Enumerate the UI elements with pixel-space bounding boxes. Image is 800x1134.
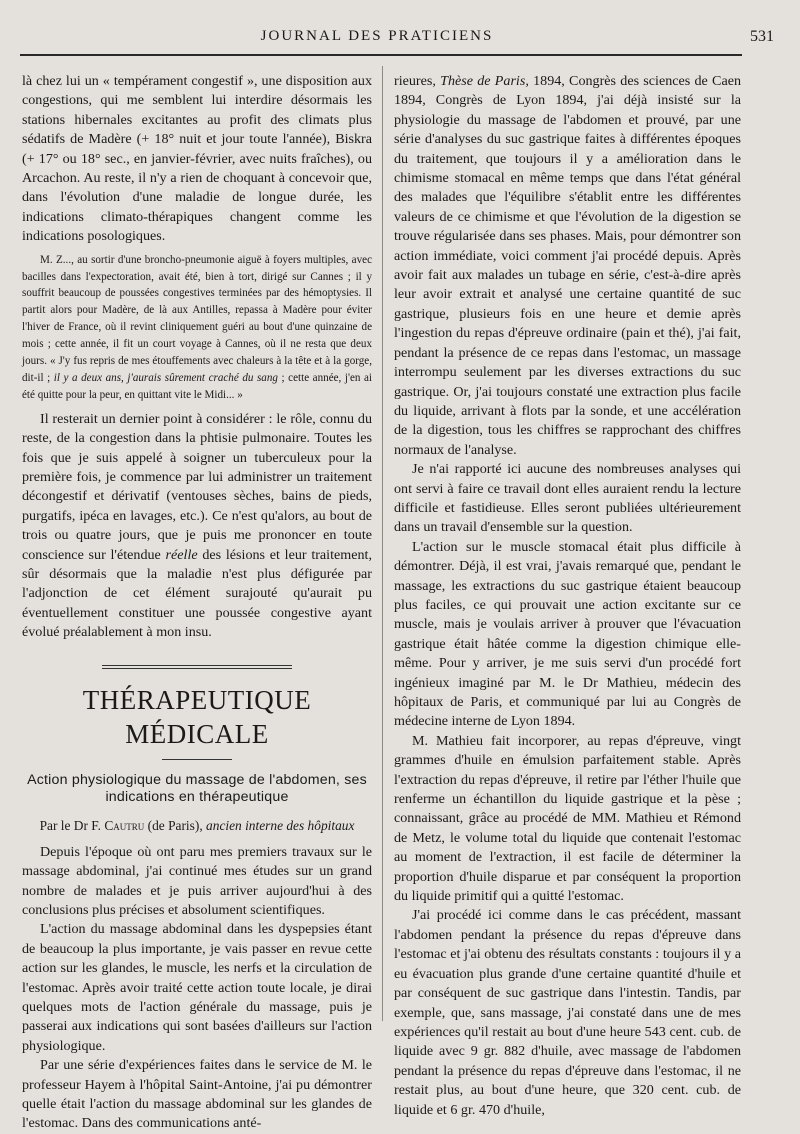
paragraph: L'action sur le muscle stomacal était plus difficile à démontrer. Déjà, il est vrai, j'avais remarqué que, pendant le massage, les extractions du suc gastrique étaient beaucoup plus faciles, ce qui prouvait une action excitante sur ce muscle, mais je voulais arriver à prouver que l'évacuation gastrique était hâtée comme la digestion chimique elle-même. Pour y arriver, je me suis servi d'un procédé fort ingénieux imaginé par M. le Dr Mathieu, médecin des hôpitaux de Paris, et communiqué par lui au Congrès de médecine interne de Lyon 1894. [394,538,741,730]
case-text-end: ; cette année, j'en ai été quitte pour la peur, en quittant vite le Midi... » [22,372,373,401]
byline [22,817,372,835]
right-column [394,72,741,1120]
paragraph-text: Il resterait un dernier point à considérer : le rôle, connu du reste, de la congestion dans la phtisie pulmonaire. Toutes les fois que je suis appelé à soigner un tuberculeux pour la première fois, je commence par lui administrer un traitement décongestif et dérivatif (ventouses sèches, bains de pieds, purgatifs, ipéca en lavages, etc.). Ce n'est qu'alors, au bout de trois ou quatre jours, que je puis me prononcer en toute conscience sur l'étendue [22,410,372,563]
case-report [22,252,372,404]
article-title: Action physiologique du massage de l'abdomen, ses indications en thérapeutique [27,771,367,806]
paragraph: Par une série d'expériences faites dans le service de M. le professeur Hayem à l'hôpital Saint-Antoine, j'ai pu démontrer quelle était l'action du massage abdominal sur les glandes de l'estomac. Dans des communications anté- [22,1057,372,1132]
page-number: 531 [750,28,774,45]
byline-origin: (de Paris), [147,817,203,833]
paragraph [394,72,741,460]
case-text: M. Z..., au sortir d'une broncho-pneumonie aiguë à foyers multiples, avec bacilles dans l'expectoration, avait été, bien à tort, dirigé sur Cannes ; il y souffrit beaucoup de poussées congestives terminées par des hémoptysies. Il partit alors pour Madère, de là aux Antilles, repassa à Madère pour éviter l'hiver de France, où il revint cliniquement guéri au bout d'une quinzaine de mois ; cette année, il fit un court voyage à Cannes, où il ne resta que deux jours. « J'y fus repris de mes étouffements avec chaleurs à la tête et à la gorge, dit-il ; [22,253,372,384]
left-column [22,72,372,1134]
case-quote-italic: il y a deux ans, j'aurais sûrement craché du sang [53,372,278,384]
paragraph: L'action du massage abdominal dans les dyspepsies étant de beaucoup la plus importante, je vais passer en revue cette action sur les glandes, le muscle, les nerfs et la circulation de l'estomac. Après avoir traité cette action toute locale, je dirai quelques mots de l'action générale du massage, puis je passerai aux indications qui sont basées d'ailleurs sur l'action physiologique. [22,921,372,1054]
paragraph-text: rieures, [394,73,436,89]
byline-prefix: Par le Dr F. [39,817,101,833]
byline-title: ancien interne des hôpitaux [206,817,355,833]
column-divider [382,66,383,1021]
paragraph-text: des lésions et leur traitement, sûr désormais que la maladie n'est plus défigurée par l'adjonction de cet élément surajouté qu'aurait pu éventuellement constituer une poussée congestive ayant évolué préalablement à mon insu. [22,546,372,641]
section-separator [102,665,292,669]
journal-title: JOURNAL DES PRATICIENS [260,28,494,44]
paragraph-text: 1894, Congrès des sciences de Caen 1894, Congrès de Lyon 1894, j'ai déjà insisté sur la physiologie du massage de l'abdomen et prouvé, par une série d'analyses du suc gastrique faites à différentes époques du traitement, que toujours il y a amélioration dans le chimisme stomacal en même temps que dans l'état général des malades que l'équilibre s'établit entre les différentes valeurs de ce chimisme et que l'évolution de la digestion se trouve régularisée dans ses phases. Mais, pour démontrer son action immédiate, voici comment j'ai procédé depuis. Après avoir fait aux malades un tubage en série, c'est-à-dire après leur avoir extrait et analysé une certaine quantité de suc gastrique, plusieurs fois en une heure et demie après l'ingestion du repas d'épreuve ordinaire (pain et thé), j'ai fait, pendant la présence de ce repas dans l'estomac, un massage interrompu seulement par les diverses extractions du suc gastrique. Or, j'ai toujours constaté une extraction plus facile du liquide, arrivant à flots par la sonde, et une accélération de la digestion, tous les chiffres se rapprochant des chiffres normaux de l'analyse. [394,73,741,458]
emphasis: réelle [165,546,198,563]
paragraph [22,410,372,643]
paragraph: J'ai procédé ici comme dans le cas précédent, massant l'abdomen pendant la présence du repas d'épreuve dans l'estomac et j'ai obtenu des résultats constants : toujours il y a eu évacuation plus grande d'une certaine quantité d'huile et par conséquent de suc gastrique dans l'intestin. Tandis, par exemple, que, sans massage, j'ai constaté dans une de mes expériences qu'il restait au bout d'une heure 543 cent. cub. de liquide avec 9 gr. 882 d'huile, avec massage de l'abdomen pendant la présence du repas d'épreuve dans l'estomac, il ne restait plus, au bout d'une heure, que 320 cent. cub. de liquide et 6 gr. 470 d'huile, [394,907,741,1118]
paragraph: là chez lui un « tempérament congestif », une disposition aux congestions, qui me semblent lui interdire désormais les stations hibernales excitantes au profit des climats plus sédatifs de Madère (+ 18° nuit et jour toute l'année), Biskra (+ 17° ou 18° sec., en janvier-février, avec nuits fraîches), ou Arcachon. Au reste, il n'y a rien de choquant à concevoir que, dans l'évolution d'une maladie de longue durée, les indications climato-thérapiques changent comme les indications posologiques. [22,73,372,245]
paragraph: Depuis l'époque où ont paru mes premiers travaux sur le massage abdominal, j'ai continué mes études sur un grand nombre de malades et je puis arriver aujourd'hui à des conclusions plus précises et absolument scientifiques. [22,843,372,918]
section-title: THÉRAPEUTIQUE MÉDICALE [82,684,312,749]
paragraph: Je n'ai rapporté ici aucune des nombreuses analyses qui ont servi à faire ce travail dont elles auraient rendu la lecture difficile et fastidieuse. Elles seront publiées ultérieurement dans un travail d'ensemble sur la question. [394,461,741,536]
title-rule [162,759,232,760]
header-rule [20,54,742,56]
paragraph: M. Mathieu fait incorporer, au repas d'épreuve, vingt grammes d'huile en émulsion parfaitement stable. Après l'extraction du repas d'épreuve, il retire par l'éther l'huile que renferme un échantillon du liquide gastrique et la pèse ; connaissant, grâce au procédé de MM. Mathieu et Rémond de Metz, le volume total du liquide que contenait l'estomac au moment de l'extraction, il est facile de déterminer la proportion d'huile disparue et par conséquent la proportion du liquide primitif qui a quitté l'estomac. [394,732,741,905]
running-head [24,26,774,48]
citation-italic: Thèse de Paris, [440,73,529,89]
byline-author: Cautru [104,817,145,833]
